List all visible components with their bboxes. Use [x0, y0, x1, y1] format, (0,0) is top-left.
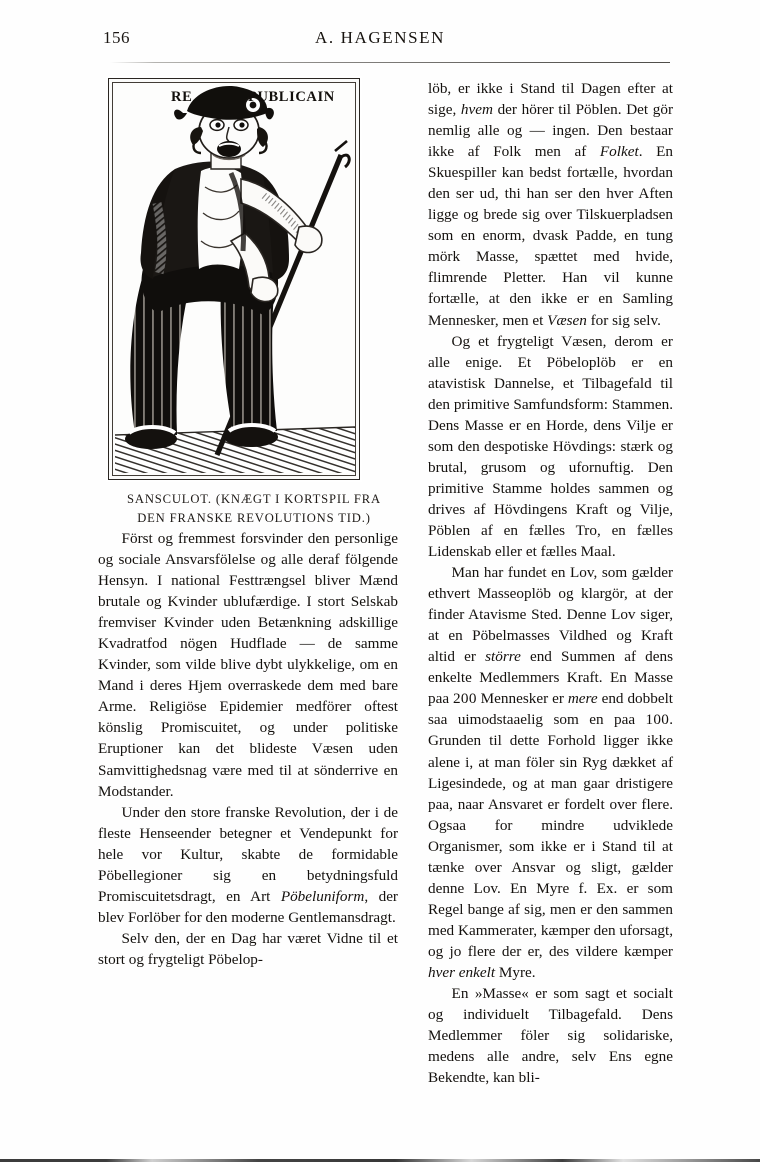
- paragraph-right-1: [428, 78, 673, 331]
- number-200: 200: [453, 690, 477, 708]
- pr1-c: . En Skuespiller kan bedst fortælle, hvordan den ser ud, thi han ser den hver Aften ligge og brede sig over Tilskuerpladsen som en enorm, dvask Padde, en tung mörk Masse, spættet med hvide, flimrende Pletter. Han vil kunne fortælle, at den ikke er en Samling Mennesker, men et: [428, 143, 674, 329]
- engraving-plate: [108, 78, 360, 480]
- running-head-title: A. HAGENSEN: [315, 28, 445, 47]
- engraving-banner: [113, 85, 355, 107]
- figure-sansculotte: [108, 78, 381, 528]
- figure-caption-line2: DEN FRANSKE REVOLUTIONS TID.): [137, 511, 371, 525]
- pr1-b: der hörer til Pöblen. Det gör nemlig alle og — ingen. Den bestaar ikke af Folk men af: [428, 101, 673, 161]
- pr3-d: end dobbelt saa uimodstaaelig som en paa: [428, 690, 674, 729]
- emphasis-hver-enkelt: hver enkelt: [428, 963, 496, 981]
- sansculotte-illustration: [113, 83, 356, 476]
- text-column-right: [428, 78, 673, 1088]
- paragraph-right-2: Og et frygteligt Væsen, derom er alle enige. Et Pöbeloplöb er en atavistisk Dannelse, et Tilbagefald til den primitive Samfundsform: Stammen. Dens Masse er en Horde, dens Vilje er som den despotiske Hövdings: stærk og brutal, grusom og ufornuftig. Den primitive Stamme holdes sammen og drives af Hövdingens Kraft og Vilje, Pöblen af en fælles Tro, en fælles Lidenskab eller et fælles Maal.: [428, 332, 673, 561]
- paragraph-left-2-tail: , der blev Forlöber for den moderne Gentlemansdragt.: [98, 887, 398, 926]
- pr3-f: Myre.: [495, 963, 536, 981]
- pr1-d: for sig selv.: [586, 311, 661, 329]
- pr3-e: . Grunden til dette Forhold ligger ikke alene i, at man föler sin Ryg dækket af Ligesindede, og at man gaar dristigere paa, naar Ansvaret er fordelt over flere. Ogsaa for mindre udviklede Organismer, som ikke er i Stand til at tænke over Ansvar og sligt, gælder denne Lov. En Myre f. Ex. er som Regel bange af sig, men er den sammen med Kammerater, kæmper den uforsagt, og jo flere der er, des vildere kæmper: [428, 711, 673, 960]
- engraving-frame: [112, 82, 356, 476]
- emphasis-hvem: hvem: [460, 101, 493, 119]
- banner-text-right: PUBLICAIN: [248, 89, 335, 105]
- header-rule: [110, 62, 670, 63]
- emphasis-folket: Folket: [599, 143, 639, 161]
- page-folio-number: 156: [103, 28, 130, 47]
- pr3-c: Mennesker er: [476, 690, 568, 708]
- pr3-b: end Summen af dens enkelte Medlemmers Kraft. En Masse paa: [428, 648, 673, 708]
- emphasis-pobeluniform: Pöbeluniform: [280, 887, 365, 905]
- text-column-left: [98, 78, 398, 970]
- emphasis-mere: mere: [567, 690, 598, 708]
- figure-caption: [108, 490, 400, 528]
- paragraph-left-2: [98, 802, 398, 928]
- paragraph-right-4: En »Masse« er som sagt et socialt og individuelt Tilbagefald. Dens Medlemmer föler sig solidariske, medens alle andre, selv Ens egne Bekendte, kan bli-: [428, 985, 673, 1087]
- figure-caption-line1: SANSCULOT. (KNÆGT I KORTSPIL FRA: [127, 492, 381, 506]
- emphasis-vaesen: Væsen: [547, 311, 587, 329]
- number-100: 100: [645, 711, 670, 729]
- running-head: [0, 28, 760, 58]
- paragraph-left-1: Först og fremmest forsvinder den personlige og sociale Ansvarsfölelse og alle deraf fölgende Hensyn. I national Festtrængsel bliver Mænd brutale og Kvinder ublufærdige. I stort Selskab fremviser Kvinder uden Betænkning adskillige Kvadratfod nögen Hudflade — de samme Kvinder, som vilde blive dybt ulykkelige, om en Mand i deres Hjem overraskede dem med bare Arme. Religiöse Epidemier medförer oftest könslig Promiscuitet, og under politiske Eruptioner kan det blideste Væsen uden Samvittighedsnag være med til at sönderrive en Modstander.: [98, 530, 398, 800]
- paragraph-left-3: Selv den, der en Dag har været Vidne til et stort og frygteligt Pöbelop-: [98, 929, 398, 968]
- paragraph-left-2-head: Under den store franske Revolution, der i de fleste Henseender betegner et Vendepunkt for hele vor Kultur, skabte de formidable Pöbellegioner sig en betydningsfuld Promiscuitetsdragt, en Art: [98, 803, 398, 905]
- pr1-a: löb, er ikke i Stand til Dagen efter at sige,: [428, 80, 673, 119]
- paragraph-right-3: [428, 562, 673, 983]
- emphasis-storre: större: [485, 648, 521, 666]
- pr3-a: Man har fundet en Lov, som gælder ethvert Masseoplöb og klargör, at der finder Atavisme Sted. Denne Lov siger, at en Pöbelmasses Vildhed og Kraft altid er: [428, 564, 673, 666]
- banner-text-left: RE: [171, 89, 193, 105]
